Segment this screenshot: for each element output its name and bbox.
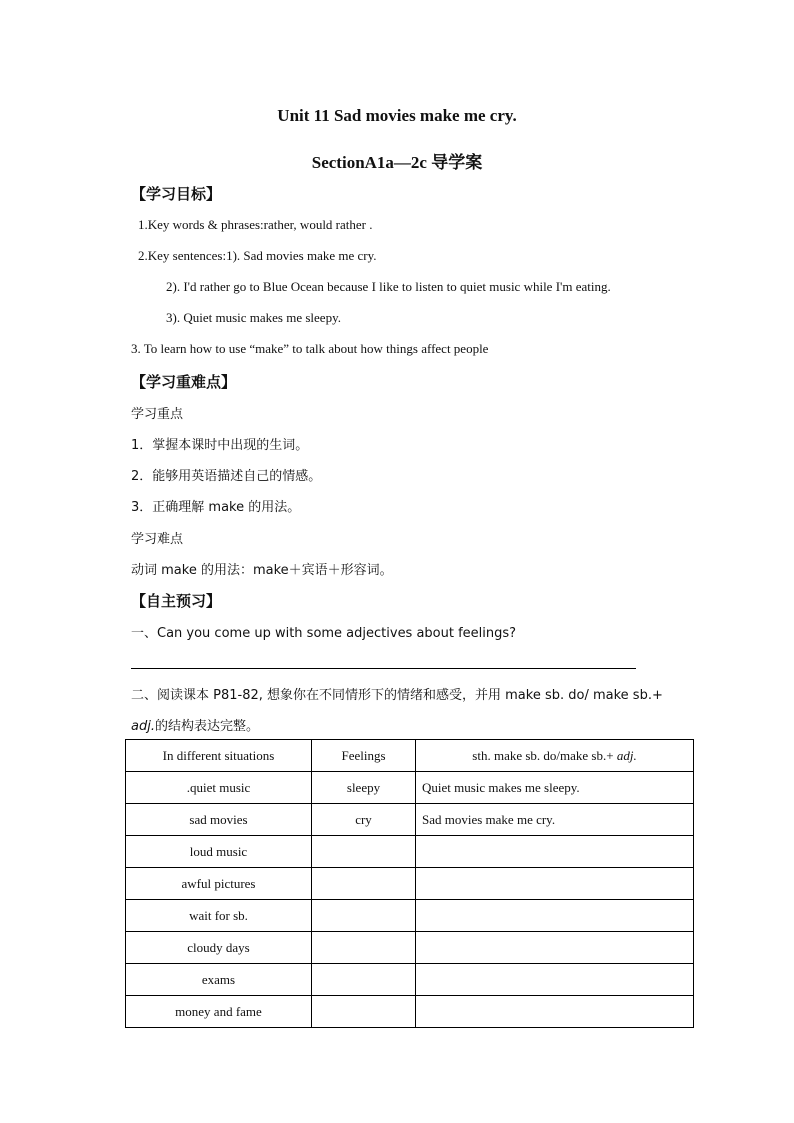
- objective-item-2: 2.Key sentences:1). Sad movies make me cry.: [138, 248, 377, 263]
- cell-situation: exams: [126, 964, 312, 996]
- difficulty-label: 学习难点: [131, 532, 184, 547]
- header-feelings: Feelings: [312, 740, 416, 772]
- table-row: [126, 932, 694, 964]
- cell-sentence[interactable]: [416, 900, 694, 932]
- objective-item-1: 1.Key words & phrases:rather, would rather .: [138, 217, 373, 232]
- page-title: Unit 11 Sad movies make me cry.: [277, 106, 517, 125]
- cell-feeling[interactable]: [312, 868, 416, 900]
- table-row: [126, 868, 694, 900]
- focus-item-3: 3．正确理解 make 的用法。: [131, 500, 301, 515]
- cell-situation: awful pictures: [126, 868, 312, 900]
- table-header-row: [126, 740, 694, 772]
- keypoints-heading: 【学习重难点】: [131, 373, 237, 391]
- cell-feeling[interactable]: cry: [312, 804, 416, 836]
- cell-feeling[interactable]: [312, 996, 416, 1028]
- cell-sentence[interactable]: [416, 964, 694, 996]
- cell-sentence[interactable]: [416, 868, 694, 900]
- header-structure-adj: adj.: [616, 747, 637, 763]
- cell-situation: .quiet music: [126, 772, 312, 804]
- preview-heading: 【自主预习】: [131, 592, 222, 610]
- table-row: [126, 836, 694, 868]
- cell-sentence[interactable]: [416, 836, 694, 868]
- focus-label: 学习重点: [131, 407, 184, 422]
- preview-question-2: 二、阅读课本 P81-82, 想象你在不同情形下的情绪和感受，并用 make sb. do/ make sb.+: [131, 688, 663, 703]
- adj-word: adj.: [131, 719, 155, 734]
- table-row: [126, 996, 694, 1028]
- objective-item-2c: 3). Quiet music makes me sleepy.: [166, 310, 341, 325]
- cell-sentence[interactable]: [416, 996, 694, 1028]
- preview-question-2-cont: [131, 715, 259, 734]
- objectives-heading: 【学习目标】: [131, 185, 222, 203]
- cell-situation: money and fame: [126, 996, 312, 1028]
- objective-item-3: 3. To learn how to use “make” to talk about how things affect people: [131, 341, 489, 356]
- header-structure: [416, 740, 694, 772]
- cell-situation: wait for sb.: [126, 900, 312, 932]
- table-row: [126, 772, 694, 804]
- cell-feeling[interactable]: [312, 964, 416, 996]
- page-subtitle: SectionA1a—2c 导学案: [311, 153, 483, 172]
- objective-item-2b: 2). I'd rather go to Blue Ocean because I like to listen to quiet music while I'm eating.: [166, 279, 611, 294]
- focus-item-1: 1．掌握本课时中出现的生词。: [131, 438, 309, 453]
- answer-line: [131, 668, 636, 669]
- header-situations: In different situations: [126, 740, 312, 772]
- preview-question-1: 一、Can you come up with some adjectives about feelings?: [131, 626, 517, 641]
- cell-sentence[interactable]: Quiet music makes me sleepy.: [416, 772, 694, 804]
- difficulty-item-1: 动词 make 的用法：make＋宾语＋形容词。: [131, 563, 393, 578]
- table-row: [126, 804, 694, 836]
- cell-feeling[interactable]: [312, 836, 416, 868]
- cell-feeling[interactable]: sleepy: [312, 772, 416, 804]
- table-row: [126, 900, 694, 932]
- header-structure-text: sth. make sb. do/make sb.+: [472, 747, 617, 763]
- cell-situation: loud music: [126, 836, 312, 868]
- cell-feeling[interactable]: [312, 900, 416, 932]
- feelings-table: [125, 739, 694, 1028]
- cell-situation: cloudy days: [126, 932, 312, 964]
- question-2-rest: 的结构表达完整。: [154, 719, 259, 734]
- focus-item-2: 2．能够用英语描述自己的情感。: [131, 469, 322, 484]
- cell-situation: sad movies: [126, 804, 312, 836]
- cell-feeling[interactable]: [312, 932, 416, 964]
- cell-sentence[interactable]: [416, 932, 694, 964]
- cell-sentence[interactable]: Sad movies make me cry.: [416, 804, 694, 836]
- table-row: [126, 964, 694, 996]
